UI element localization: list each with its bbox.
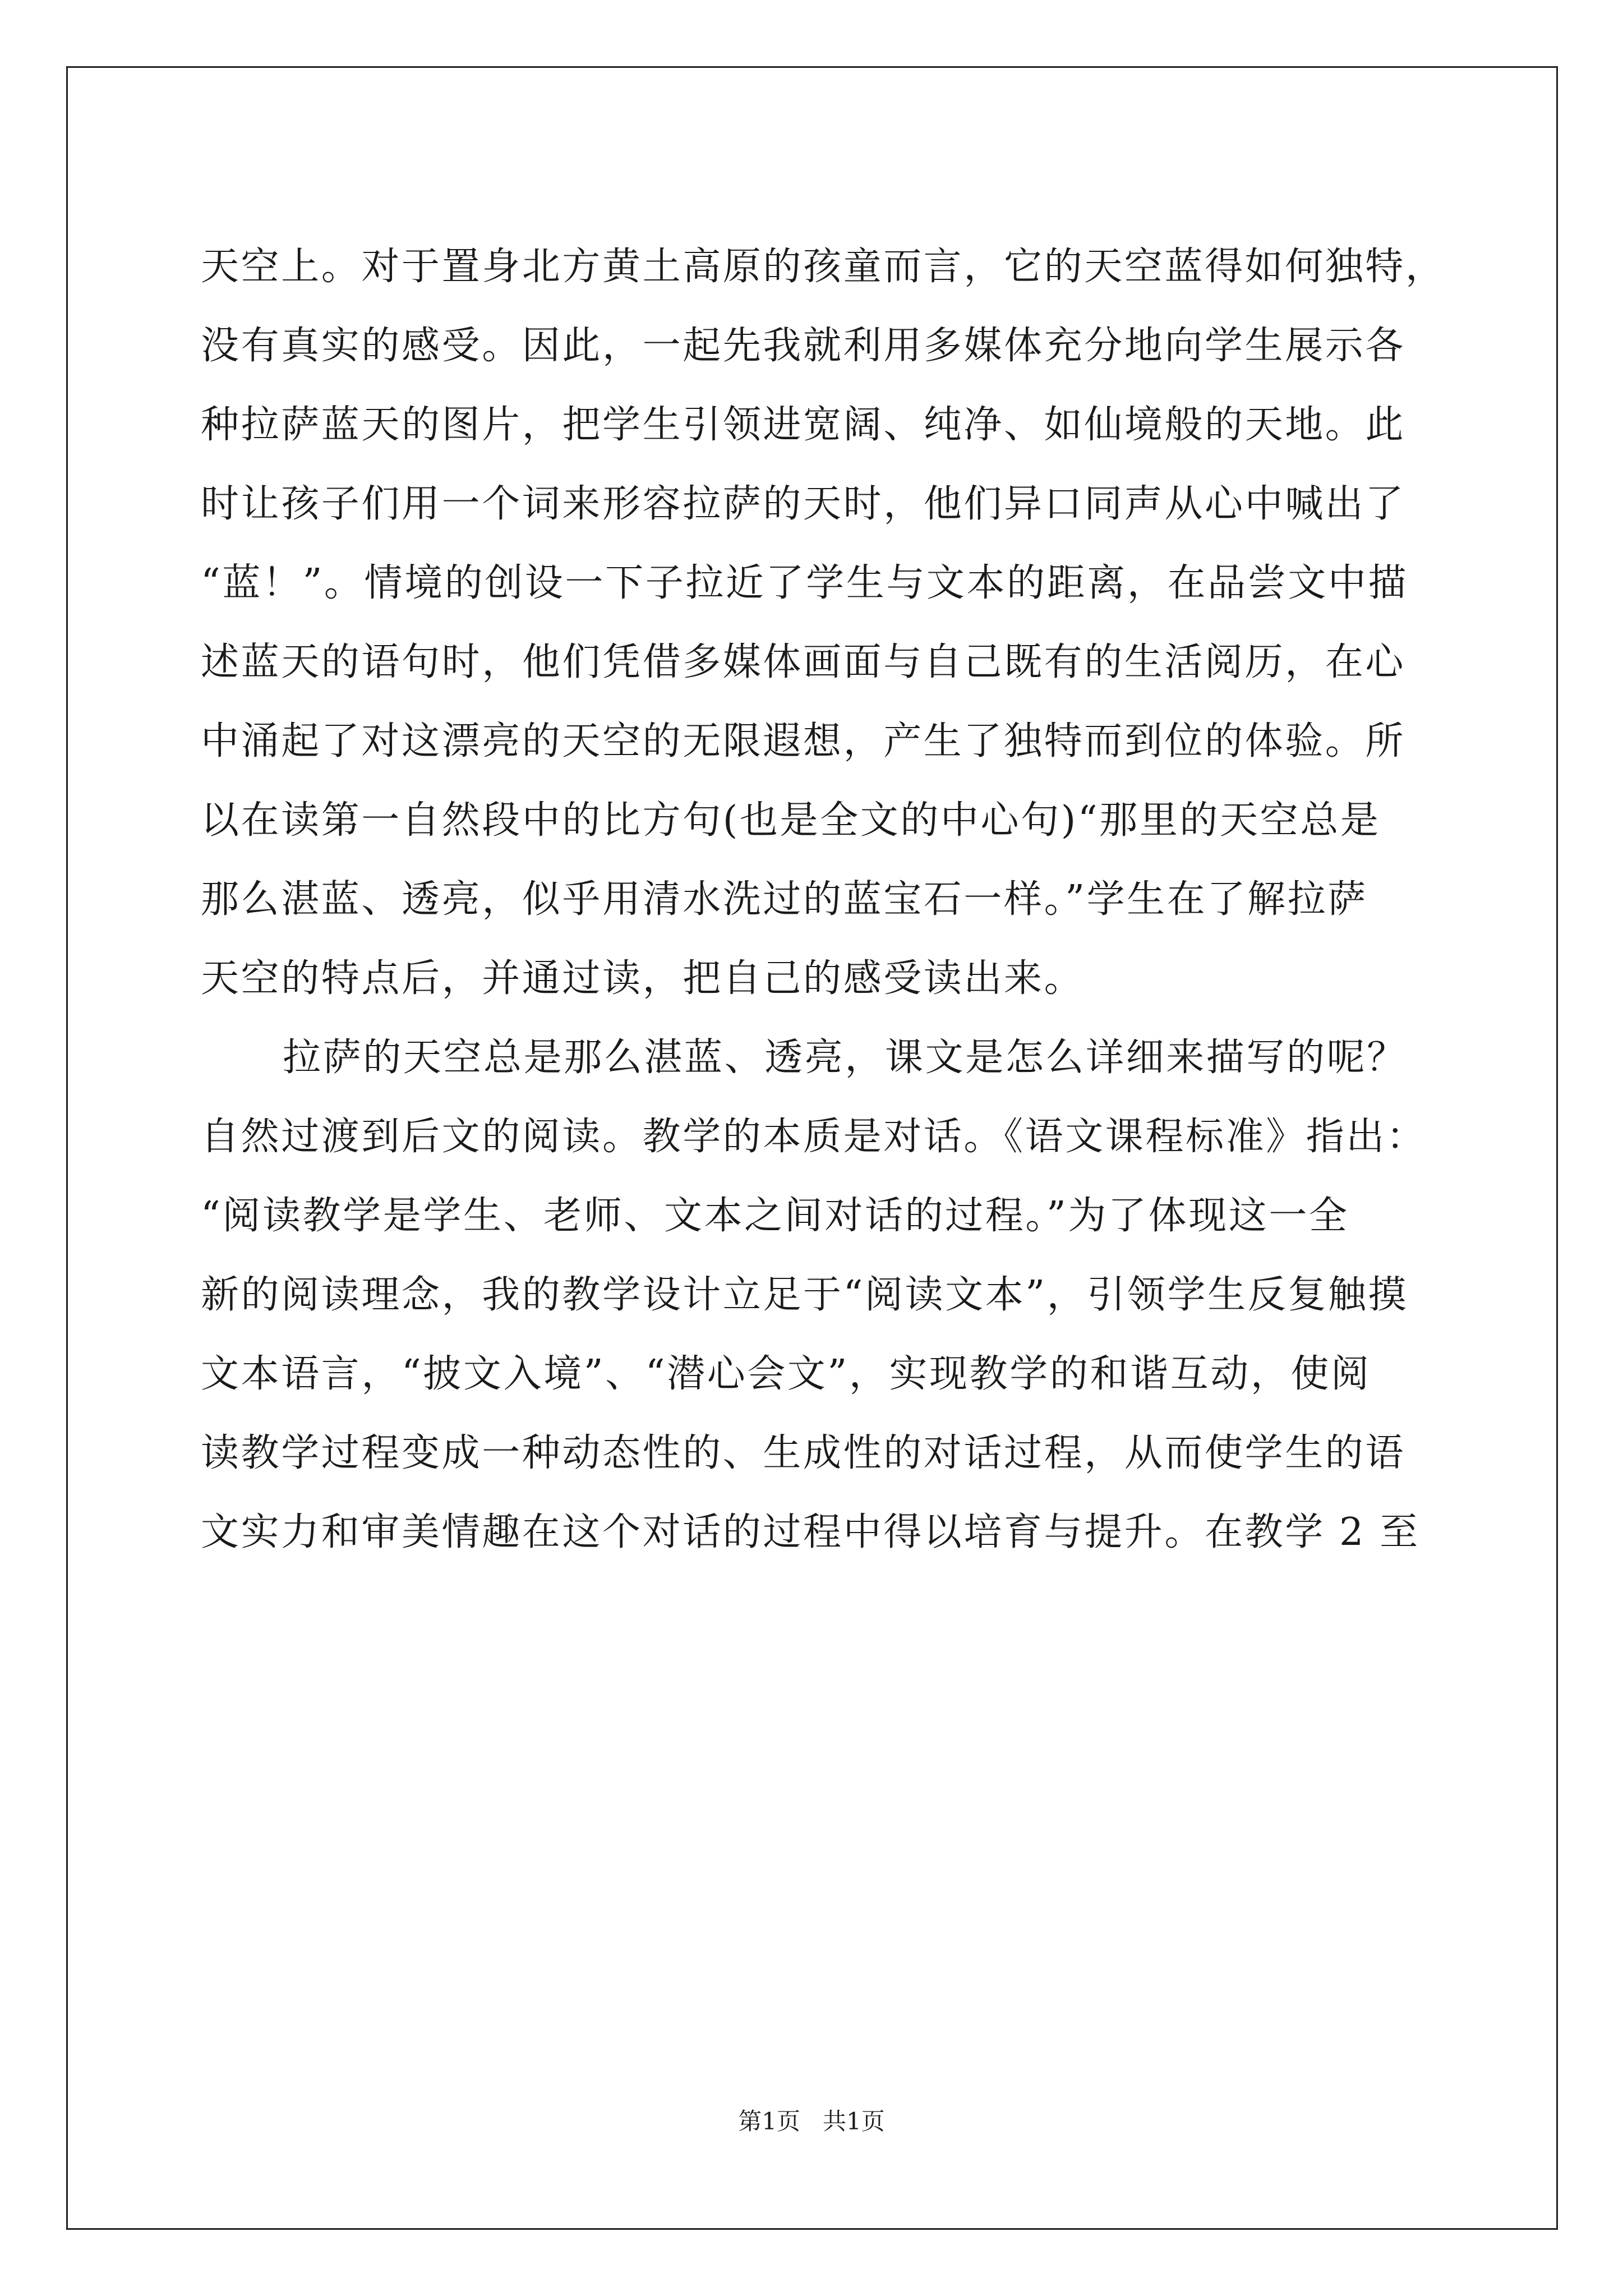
text-line: 自然过渡到后文的阅读。教学的本质是对话。《语文课程标准》指出： [201,1115,1427,1159]
text-line: 时让孩子们用一个词来形容拉萨的天时，他们异口同声从心中喊出了 [201,482,1406,526]
text-line: “阅读教学是学生、老师、文本之间对话的过程。”为了体现这一全 [201,1194,1349,1238]
text-line: 中涌起了对这漂亮的天空的无限遐想，产生了独特而到位的体验。所 [201,719,1406,763]
page-total: 共1页 [823,2108,885,2135]
text-line: 种拉萨蓝天的图片，把学生引领进宽阔、纯净、如仙境般的天地。此 [201,403,1406,447]
text-line: 文本语言，“披文入境”、“潜心会文”，实现教学的和谐互动，使阅 [201,1352,1371,1396]
text-line: 文实力和审美情趣在这个对话的过程中得以培育与提升。在教学 2 至 [201,1510,1420,1554]
document-body [201,227,1446,1572]
text-line: 以在读第一自然段中的比方句(也是全文的中心句)“那里的天空总是 [201,798,1381,843]
text-line: 读教学过程变成一种动态性的、生成性的对话过程，从而使学生的语 [201,1431,1406,1475]
paragraph-first-line: 拉萨的天空总是那么湛蓝、透亮，课文是怎么详细来描写的呢？ [283,1036,1407,1080]
text-line: 述蓝天的语句时，他们凭借多媒体画面与自己既有的生活阅历，在心 [201,640,1406,684]
text-line: 天空的特点后，并通过读，把自己的感受读出来。 [201,956,1085,1001]
text-line: “蓝！”。情境的创设一下子拉近了学生与文本的距离，在品尝文中描 [201,561,1409,605]
page-number: 第1页 [738,2108,800,2135]
text-line: 天空上。对于置身北方黄土高原的孩童而言，它的天空蓝得如何独特， [201,245,1446,289]
page-footer [0,2105,1623,2138]
text-line: 没有真实的感受。因此，一起先我就利用多媒体充分地向学生展示各 [201,324,1406,368]
text-line: 新的阅读理念，我的教学设计立足于“阅读文本”，引领学生反复触摸 [201,1273,1409,1317]
text-line: 那么湛蓝、透亮，似乎用清水洗过的蓝宝石一样。”学生在了解拉萨 [201,877,1368,922]
